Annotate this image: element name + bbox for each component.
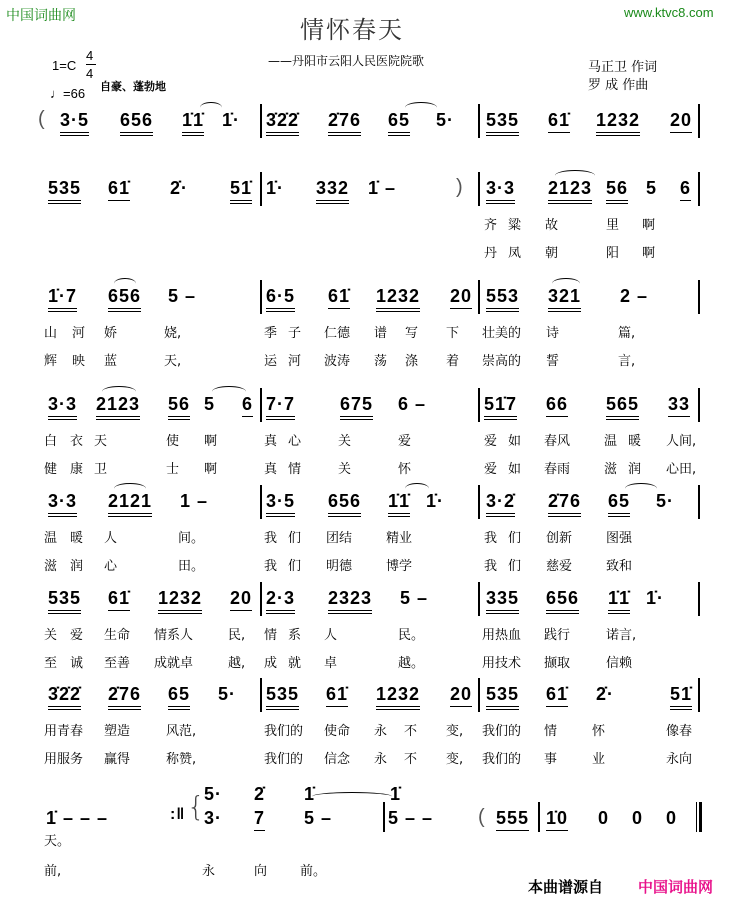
composer-credit: 罗 成 作曲 [588,78,649,93]
lyric: 季 [264,326,278,341]
upper-voice-note: 5· [204,784,223,804]
slur [102,386,136,397]
lyric: 康 [70,462,84,477]
note-group: 535 [486,110,519,136]
note-group: 1̇ – [368,178,397,198]
lyric: 啊 [204,434,218,449]
lyric: 永 [202,864,216,879]
lyric: 成 [264,656,278,671]
lyric: 爱 [398,434,412,449]
bar-line [698,172,700,206]
lyric: 润 [70,559,84,574]
note-group: 61̇ [326,684,348,707]
note-group: 33 [668,394,690,417]
note-group: 6 – [398,394,427,414]
lyric: 蓝 [104,354,118,369]
slur [555,170,595,181]
note-group: 535 [266,684,299,710]
lyric: 博学 [386,559,413,574]
bar-line [478,678,480,712]
bar-line [260,678,262,712]
lyric: 风范, [166,724,197,739]
lyric: 我 [264,559,278,574]
upper-voice-note: 1̇ [304,784,316,804]
lyric: 人 [324,628,338,643]
lyric: 我 [484,531,498,546]
upper-voice-note: 1̇ [390,784,402,804]
lyric: 荡 [374,354,388,369]
lyric: 崇高的 [482,354,522,369]
lyric: 情 [264,628,278,643]
lyric: 像春 [666,724,693,739]
note-group: 1̇· [266,178,285,198]
lyric: 民, [228,628,246,643]
lyric: 田。 [178,559,205,574]
staff-line-8 [0,780,734,879]
lyric: 白 [44,434,58,449]
lyric: 辉 [44,354,58,369]
note-group: 1 – [180,491,209,511]
lyric: 至 [44,656,58,671]
lyric: 信念 [324,752,351,767]
lyric: 谱 [374,326,388,341]
note-group: 65 [608,491,630,517]
note-group: 2 – [620,286,649,306]
lyric: 如 [508,462,522,477]
note-group: 1̇· [646,588,665,608]
note-group: 56 [606,178,628,204]
slur [625,483,657,494]
lyric: 民。 [398,628,425,643]
lyric: 阳 [606,246,620,261]
lyric: 真 [264,434,278,449]
note-group: 3·5 [266,491,295,517]
lyric: 称赞, [166,752,197,767]
slur [114,278,136,289]
note-group: 61̇ [108,588,130,611]
lyric: 图强 [606,531,633,546]
lyric: 前, [44,864,62,879]
lyric: 关 [44,628,58,643]
staff-line-1 [0,100,734,140]
lyric: 涤 [405,354,419,369]
note-group: 1̇ – – – [46,808,109,828]
note-group: 6 [242,394,253,417]
lyric: 变, [446,752,464,767]
repeat-end-sign: :‖ [170,806,186,823]
note-group: 7·7 [266,394,295,420]
lyric: 下 [446,326,460,341]
lyric: 我们的 [482,752,522,767]
lyric: 我们的 [264,752,304,767]
note-group: 6 [680,178,691,201]
bar-line [698,280,700,314]
lyric: 温 [44,531,58,546]
note-group: 1̇· [222,110,241,130]
note-group: 3·5 [60,110,89,136]
lyric: 言, [618,354,636,369]
lyric: 春风 [544,434,571,449]
bar-line [698,582,700,616]
lyric: 暖 [628,434,642,449]
lower-voice-note: 5 – [304,808,333,828]
note-group: 5 [646,178,658,198]
note-group: 2·3 [266,588,295,614]
lyric: 粱 [508,218,522,233]
chord-brace: { [187,790,205,823]
note-group: 555 [496,808,529,831]
lyric: 践行 [544,628,571,643]
lyric: 塑造 [104,724,131,739]
note-group: 1232 [376,684,420,710]
note-group: 535 [486,684,519,710]
lyric: 天。 [44,834,71,849]
lyric: 关 [338,434,352,449]
lyric: 诺言, [606,628,637,643]
lower-voice-note: 5 – – [388,808,434,828]
bar-line [698,388,700,422]
lyric: 事 [544,752,558,767]
note-group: 656 [120,110,153,136]
source-label: 本曲谱源自 [528,878,604,896]
note-group: 2̇· [596,684,615,704]
lyric: 映 [72,354,86,369]
slur [200,102,222,113]
note-group: 2121 [108,491,152,517]
lyric: 齐 [484,218,498,233]
lyric: 间。 [178,531,205,546]
note-group: 2̇· [170,178,189,198]
lyric: 用青春 [44,724,84,739]
note-group: 535 [48,178,81,204]
lyric: 我们的 [264,724,304,739]
lyric: 朝 [545,246,559,261]
lyric: 致和 [606,559,633,574]
lyric: 变, [446,724,464,739]
bar-line [260,172,262,206]
note-group: 332 [316,178,349,204]
lyric: 我 [484,559,498,574]
lyric: 河 [288,354,302,369]
note-group: 20 [450,684,472,707]
note-group: 1232 [376,286,420,312]
note-group: 51̇ [670,684,692,710]
time-signature-bottom: 4 [86,66,94,81]
lyric: 不 [404,724,418,739]
note-group: 6·5 [266,286,295,312]
note-group: 2123 [96,394,140,420]
lyric: 至善 [104,656,131,671]
slur [212,386,246,397]
lyric: 滋 [604,462,618,477]
note-group: 1232 [158,588,202,614]
note-group: 656 [546,588,579,614]
note-group: 1̇· [426,491,445,511]
bar-line [260,485,262,519]
lyric: 故 [545,218,559,233]
bar-line [698,485,700,519]
lyric: 衣 [70,434,84,449]
slur [405,102,437,113]
lyric: 天 [94,434,108,449]
note-group: 0 [666,808,678,828]
song-subtitle: ——丹阳市云阳人民医院院歌 [268,54,425,68]
note-group: 656 [108,286,141,312]
lyric: 诚 [70,656,84,671]
note-group: 56 [168,394,190,420]
lyric: 心 [288,434,302,449]
note-group: 3·3 [486,178,515,204]
note-group: 20 [450,286,472,309]
lyricist-credit: 马正卫 作词 [588,60,658,75]
bar-line [538,802,540,832]
slur [552,278,580,289]
lyric: 波涛 [324,354,351,369]
bar-line [478,582,480,616]
lyric: 用热血 [482,628,522,643]
note-group: 1̇1̇ [182,110,204,136]
staff-line-7 [0,678,734,770]
note-group: 321 [548,286,581,312]
note-group: 656 [328,491,361,517]
lyric: 丹 [484,246,498,261]
lyric: 用技术 [482,656,522,671]
lyric: 啊 [204,462,218,477]
upper-voice-note: 2̇ [254,784,266,804]
note-group: 5 [204,394,216,414]
lyric: 使命 [324,724,351,739]
staff-line-2 [0,172,734,262]
lyric: 滋 [44,559,58,574]
site-url[interactable]: www.ktvc8.com [624,5,714,20]
lyric: 爱 [70,628,84,643]
note-group: 61̇ [546,684,568,707]
lyric: 我 [264,531,278,546]
lyric: 人 [104,531,118,546]
note-group: 61̇ [548,110,570,133]
bar-line [260,280,262,314]
note-group: 535 [48,588,81,614]
lyric: 永向 [666,752,693,767]
note-group: 2̇76 [548,491,581,517]
lyric: 子 [288,326,302,341]
note-group: 5 – [400,588,429,608]
lyric: 仁德 [324,326,351,341]
lyric: 我们的 [482,724,522,739]
note-group: 61̇ [328,286,350,309]
note-group: 1̇0 [546,808,568,831]
lyric: 生命 [104,628,131,643]
lyric: 运 [264,354,278,369]
lyric: 心田, [666,462,697,477]
bar-line [260,388,262,422]
lyric: 暖 [70,531,84,546]
lyric: 河 [72,326,86,341]
lyric: 明德 [326,559,353,574]
lyric: 春雨 [544,462,571,477]
final-bar-thick [699,802,702,832]
intro-open-paren: ( [38,108,45,130]
lyric: 团结 [326,531,353,546]
bar-line [260,582,262,616]
note-group: 675 [340,394,373,420]
bar-line [478,280,480,314]
lyric: 赢得 [104,752,131,767]
note-group: 335 [486,588,519,614]
bar-line [698,678,700,712]
intro-close-paren: ) [456,176,463,198]
lyric: 就 [288,656,302,671]
note-group: 5· [218,684,237,704]
key-signature: 1=C [52,58,77,73]
lyric: 爱 [484,434,498,449]
lyric: 人间, [666,434,697,449]
note-group: 5 – [168,286,197,306]
lyric: 越。 [398,656,425,671]
lyric: 壮美的 [482,326,522,341]
staff-line-5 [0,485,734,577]
bar-line [478,388,480,422]
lyric: 信赖 [606,656,633,671]
lyric: 写 [405,326,419,341]
lyric: 们 [288,531,302,546]
coda-open-paren: ( [478,806,485,828]
lyric: 关 [338,462,352,477]
lyric: 情 [544,724,558,739]
note-group: 3·3 [48,394,77,420]
lyric: 山 [44,326,58,341]
lyric: 怀 [592,724,606,739]
lyric: 们 [508,531,522,546]
note-group: 1̇·7 [48,286,77,312]
note-group: 51̇7 [484,394,517,420]
lyric: 里 [606,218,620,233]
lyric: 情 [288,462,302,477]
bar-line [698,104,700,138]
note-group: 5· [656,491,675,511]
lyric: 系 [288,628,302,643]
lyric: 温 [604,434,618,449]
lyric: 精业 [386,531,413,546]
staff-line-3 [0,280,734,372]
lyric: 前。 [300,864,327,879]
tempo-marking: ♩=66 [50,86,86,101]
note-group: 2̇76 [108,684,141,710]
note-group: 2123 [548,178,592,204]
lyric: 越, [228,656,246,671]
note-group: 5· [436,110,455,130]
lyric: 慈爱 [546,559,573,574]
lyric: 健 [44,462,58,477]
note-group: 565 [606,394,639,420]
lyric: 士 [166,462,180,477]
lyric: 娆, [164,326,182,341]
note-group: 0 [632,808,644,828]
lower-voice-note: 7 [254,808,265,831]
note-group: 61̇ [108,178,130,201]
lyric: 不 [404,752,418,767]
note-group: 65 [388,110,410,136]
lyric: 着 [446,354,460,369]
lyric: 卫 [94,462,108,477]
note-group: 1̇1̇ [388,491,410,517]
lyric: 撷取 [544,656,571,671]
lyric: 啊 [642,246,656,261]
note-group: 20 [230,588,252,611]
note-group: 51̇ [230,178,252,204]
bar-line [478,485,480,519]
lyric: 用服务 [44,752,84,767]
lyric: 真 [264,462,278,477]
lyric: 创新 [546,531,573,546]
lyric: 怀 [398,462,412,477]
staff-line-4 [0,388,734,480]
lyric: 润 [628,462,642,477]
lyric: 向 [254,864,268,879]
song-title: 情怀春天 [300,16,404,44]
note-group: 20 [670,110,692,133]
note-group: 3·3 [48,491,77,517]
bar-line [478,104,480,138]
bar-line [260,104,262,138]
site-logo[interactable]: 中国词曲网 [6,8,76,24]
lyric: 誓 [546,354,560,369]
bar-line [478,172,480,206]
lyric: 永 [374,752,388,767]
note-group: 553 [486,286,519,312]
note-group: 3·2̇ [486,491,515,517]
bar-line [383,802,385,832]
lyric: 成就卓 [154,656,194,671]
expression-marking: 自豪、蓬勃地 [100,80,166,93]
lyric: 诗 [546,326,560,341]
note-group: 1232 [596,110,640,136]
time-signature-top: 4 [86,48,94,63]
lyric: 爱 [484,462,498,477]
lower-voice-note: 3· [204,808,223,828]
lyric: 卓 [324,656,338,671]
staff-line-6 [0,582,734,674]
lyric: 们 [508,559,522,574]
lyric: 天, [164,354,182,369]
lyric: 永 [374,724,388,739]
note-group: 1̇1̇ [608,588,630,614]
note-group: 2323 [328,588,372,614]
lyric: 篇, [618,326,636,341]
lyric: 心 [104,559,118,574]
lyric: 们 [288,559,302,574]
lyric: 娇 [104,326,118,341]
note-group: 66 [546,394,568,417]
note-group: 0 [598,808,610,828]
final-bar-thin [696,802,697,832]
lyric: 情系人 [154,628,194,643]
lyric: 啊 [642,218,656,233]
time-signature-divider [86,64,96,65]
source-site-link[interactable]: 中国词曲网 [638,878,714,896]
slur [114,483,146,494]
lyric: 业 [592,752,606,767]
note-group: 65 [168,684,190,710]
lyric: 如 [508,434,522,449]
note-group: 2̇76 [328,110,361,136]
lyric: 凤 [508,246,522,261]
tie [312,792,392,801]
lyric: 使 [166,434,180,449]
note-group: 3̇2̇2̇ [266,110,299,136]
note-group: 3̇2̇2̇ [48,684,81,710]
